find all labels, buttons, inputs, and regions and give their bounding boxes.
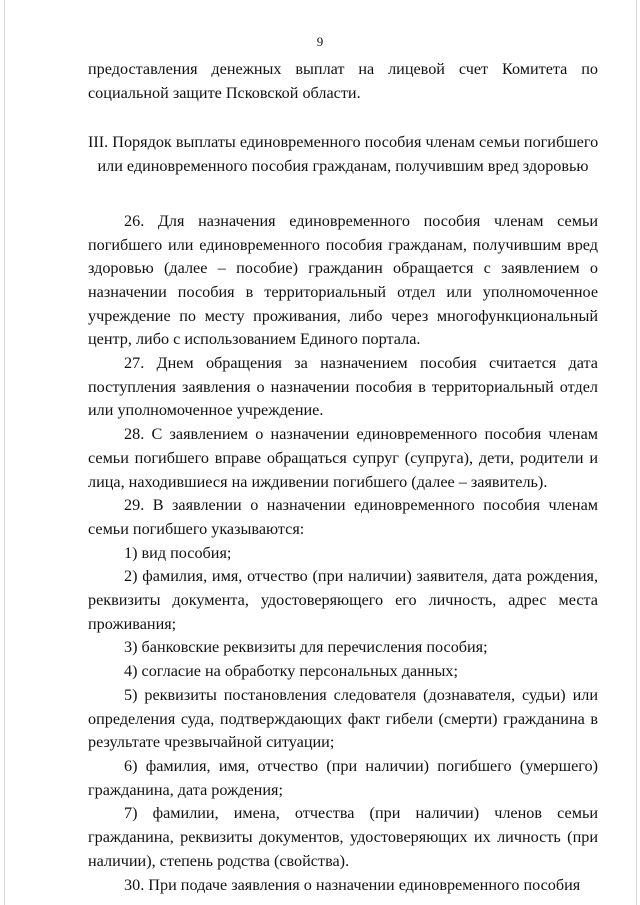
section-heading-line-2: или единовременного пособия гражданам, получившим вред здоровью <box>97 157 589 176</box>
list-item-4: 4) согласие на обработку персональных данных; <box>124 662 459 681</box>
list-item-5: 5) реквизиты постановления следователя (дознавателя, судьи) или определения суда, подтверждающих факт гибели (смерти) гражданина в результате чрезвычайной ситуации; <box>88 685 598 752</box>
scan-edge-left <box>4 0 5 905</box>
section-heading-line-1: III. Порядок выплаты единовременного пособия членам семьи погибшего <box>88 133 599 152</box>
document-body <box>88 58 598 897</box>
paragraph-30: 30. При подаче заявления о назначении единовременного пособия <box>124 875 581 894</box>
section-heading <box>88 131 598 178</box>
list-item-1: 1) вид пособия; <box>124 543 232 562</box>
scan-edge-right <box>636 0 637 905</box>
paragraph-28: 28. С заявлением о назначении единовременного пособия членам семьи погибшего вправе обращаться супруг (супруга), дети, родители и лица, находившиеся на иждивении погибшего (далее – заявитель). <box>88 425 598 491</box>
list-item-7: 7) фамилии, имена, отчества (при наличии) членов семьи гражданина, реквизиты документов, удостоверяющих их личность (при наличии), степень родства (свойства). <box>88 804 598 870</box>
page-number: 9 <box>316 34 324 49</box>
paragraph-27: 27. Днем обращения за назначением пособия считается дата поступления заявления о назначении пособия в территориальный отдел или уполномоченное учреждение. <box>88 354 598 420</box>
list-item-6: 6) фамилия, имя, отчество (при наличии) погибшего (умершего) гражданина, дата рождения; <box>88 756 598 799</box>
continued-paragraph: предоставления денежных выплат на лицевой счет Комитета по социальной защите Псковской области. <box>88 60 598 102</box>
list-item-3: 3) банковские реквизиты для перечисления пособия; <box>124 638 488 657</box>
list-item-2: 2) фамилия, имя, отчество (при наличии) заявителя, дата рождения, реквизиты документа, удостоверяющего его личность, адрес места проживания; <box>88 567 598 633</box>
paragraph-29: 29. В заявлении о назначении единовременного пособия членам семьи погибшего указываются: <box>88 496 598 538</box>
paragraph-26: 26. Для назначения единовременного пособия членам семьи погибшего или единовременного пособия гражданам, получившим вред здоровью (далее – пособие) гражданин обращается с заявлением о назначении пособия в территориальный отдел или уполномоченное учреждение по месту проживания, либо через многофункциональный центр, либо с использованием Единого портала. <box>88 211 598 349</box>
